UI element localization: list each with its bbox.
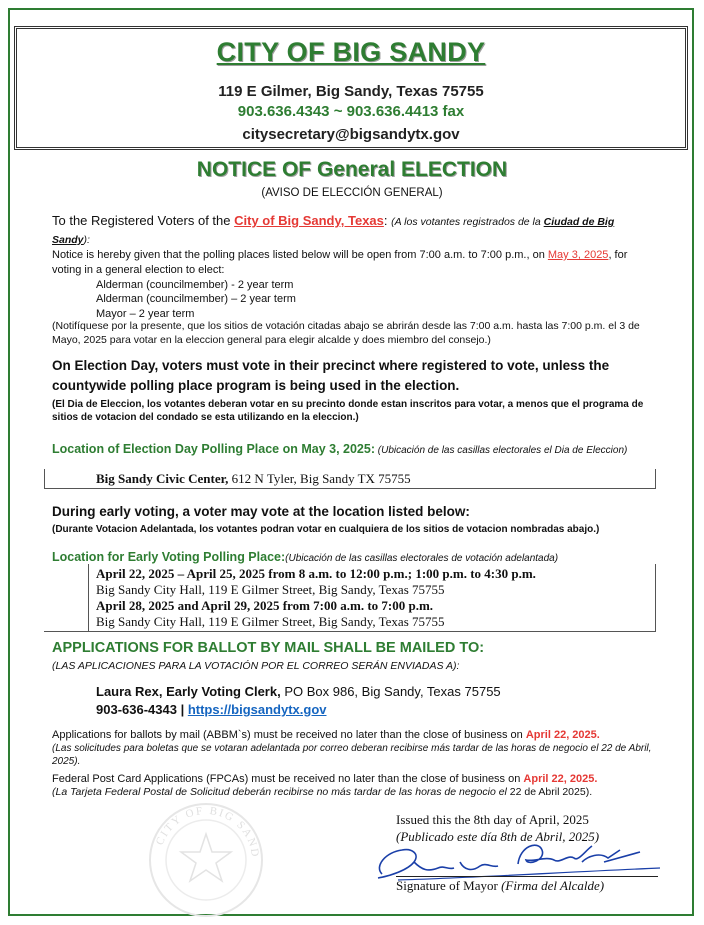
- early-entry-place: Big Sandy City Hall, 119 E Gilmer Street, Big Sandy, Texas 75755: [96, 582, 445, 597]
- office-item: Alderman (councilmember) – 2 year term: [96, 293, 296, 306]
- fpca-paragraph: [52, 772, 654, 787]
- polling-notice-spanish: (Notifíquese por la presente, que los sitios de votación citadas abajo se abrirán desde las 7:00 a.m. hasta las 7:00 p.m. el 3 de Mayo, 2025 para votar en la eleccion general para elegir alcalde y does miembro del consejo.): [52, 320, 640, 346]
- fpca-date: April 22, 2025.: [523, 773, 598, 785]
- intro-colon: :: [383, 213, 392, 228]
- abbm-date: April 22, 2025.: [525, 729, 600, 741]
- election-place-address: 612 N Tyler, Big Sandy TX 75755: [228, 471, 411, 486]
- polling-notice: [52, 248, 654, 277]
- clerk-name: Laura Rex, Early Voting Clerk,: [96, 684, 281, 699]
- polling-date: May 3, 2025: [547, 249, 609, 261]
- fpca-spanish: [52, 786, 654, 800]
- signature-line: [396, 876, 658, 877]
- office-item: Alderman (councilmember) - 2 year term: [96, 279, 294, 291]
- abbm-spanish: (Las solicitudes para boletas que se votaran adelantada por correo deberan recibirse más tardar de las horas de negocio el 22 de Abril, 2025).: [52, 743, 652, 768]
- intro-spanish-city: Ciudad de Big Sandy: [52, 216, 615, 246]
- intro-spanish-end: ):: [83, 233, 90, 246]
- election-location-spanish: (Ubicación de las casillas electorales el Dia de Eleccion): [375, 445, 628, 456]
- early-location-title: Location for Early Voting Polling Place:: [52, 550, 286, 564]
- clerk-website-link[interactable]: https://bigsandytx.gov: [187, 702, 327, 717]
- early-location-spanish: (Ubicación de las casillas electorales de votación adelantada): [285, 553, 559, 564]
- applications-spanish: (LAS APLICACIONES PARA LA VOTACIÓN POR EL CORREO SERÁN ENVIADAS A):: [52, 660, 460, 672]
- issued-date: Issued this the 8th day of April, 2025: [396, 812, 589, 827]
- applications-heading: APPLICATIONS FOR BALLOT BY MAIL SHALL BE MAILED TO:: [52, 640, 485, 656]
- intro-spanish-lead: (A los votantes registrados de la: [391, 216, 544, 228]
- city-address: 119 E Gilmer, Big Sandy, Texas 75755: [218, 83, 484, 100]
- clerk-phone: 903-636-4343 |: [96, 702, 188, 717]
- notice-title: NOTICE OF General ELECTION: [196, 158, 508, 181]
- signature-label-es: (Firma del Alcalde): [501, 878, 605, 893]
- city-name: CITY OF BIG SANDY: [216, 37, 486, 67]
- fpca-text: Federal Post Card Applications (FPCAs) must be received no later than the close of business on: [52, 773, 524, 785]
- election-location-line: [96, 471, 411, 487]
- letterhead-box: [14, 26, 688, 150]
- election-location-title: Location of Election Day Polling Place on May 3, 2025:: [52, 442, 375, 456]
- svg-text:CITY OF BIG SANDY: [146, 800, 261, 859]
- election-location-heading: [52, 438, 654, 459]
- city-seal-watermark: [146, 800, 266, 920]
- seal-text: CITY OF BIG SAND: [153, 804, 262, 860]
- election-day-rule: On Election Day, voters must vote in their precinct where registered to vote, unless the countywide polling place program is being used in the election.: [52, 358, 610, 394]
- signature-label: [396, 878, 604, 894]
- early-entry-place: Big Sandy City Hall, 119 E Gilmer Street, Big Sandy, Texas 75755: [96, 614, 445, 629]
- clerk-contact-line: [96, 702, 327, 717]
- intro-paragraph: [52, 212, 654, 248]
- early-entry-dates: April 22, 2025 – April 25, 2025 from 8 a.m. to 12:00 p.m.; 1:00 p.m. to 4:30 p.m.: [96, 566, 536, 581]
- intro-city-link[interactable]: City of Big Sandy, Texas: [234, 213, 384, 228]
- abbm-paragraph: [52, 728, 654, 743]
- early-voting-rule-spanish: (Durante Votacion Adelantada, los votantes podran votar en cualquiera de los sitios de votacion nombradas abajo.): [52, 524, 600, 535]
- issued-date-spanish: (Publicado este día 8th de Abril, 2025): [396, 829, 600, 844]
- intro-lead: To the Registered Voters of the: [52, 213, 235, 228]
- city-email: citysecretary@bigsandytx.gov: [242, 126, 460, 143]
- election-day-rule-spanish: (El Dia de Eleccion, los votantes deberan votar en su precinto donde estan inscritos para votar, a menos que el programa de sitios de votacion del condado se esta utilizando en la eleccion.): [52, 399, 644, 424]
- signature-label-en: Signature of Mayor: [396, 878, 502, 893]
- office-item: Mayor – 2 year term: [96, 307, 195, 320]
- signature-block: [396, 812, 696, 912]
- fpca-spanish-b: 22 de Abril 2025).: [509, 786, 593, 798]
- fpca-spanish-a: (La Tarjeta Federal Postal de Solicitud deberán recibirse no más tardar de las horas de negocio el: [52, 786, 510, 798]
- election-place-name: Big Sandy Civic Center,: [96, 471, 229, 486]
- clerk-address-line: [96, 684, 501, 699]
- city-phone: 903.636.4343 ~ 903.636.4413 fax: [237, 103, 465, 120]
- clerk-address: PO Box 986, Big Sandy, Texas 75755: [280, 684, 501, 699]
- office-list: [96, 278, 698, 321]
- polling-text-a: Notice is hereby given that the polling places listed below will be open from 7:00 a.m. to 7:00 p.m., on: [52, 249, 548, 261]
- early-entry-dates: April 28, 2025 and April 29, 2025 from 7:00 a.m. to 7:00 p.m.: [96, 598, 434, 613]
- notice-subtitle: (AVISO DE ELECCIÓN GENERAL): [261, 187, 443, 199]
- abbm-text: Applications for ballots by mail (ABBM`s) must be received no later than the close of business on: [52, 729, 526, 741]
- polling-text-b: , for voting in a general election to elect:: [52, 249, 628, 276]
- early-voting-rule: During early voting, a voter may vote at the location listed below:: [52, 504, 470, 519]
